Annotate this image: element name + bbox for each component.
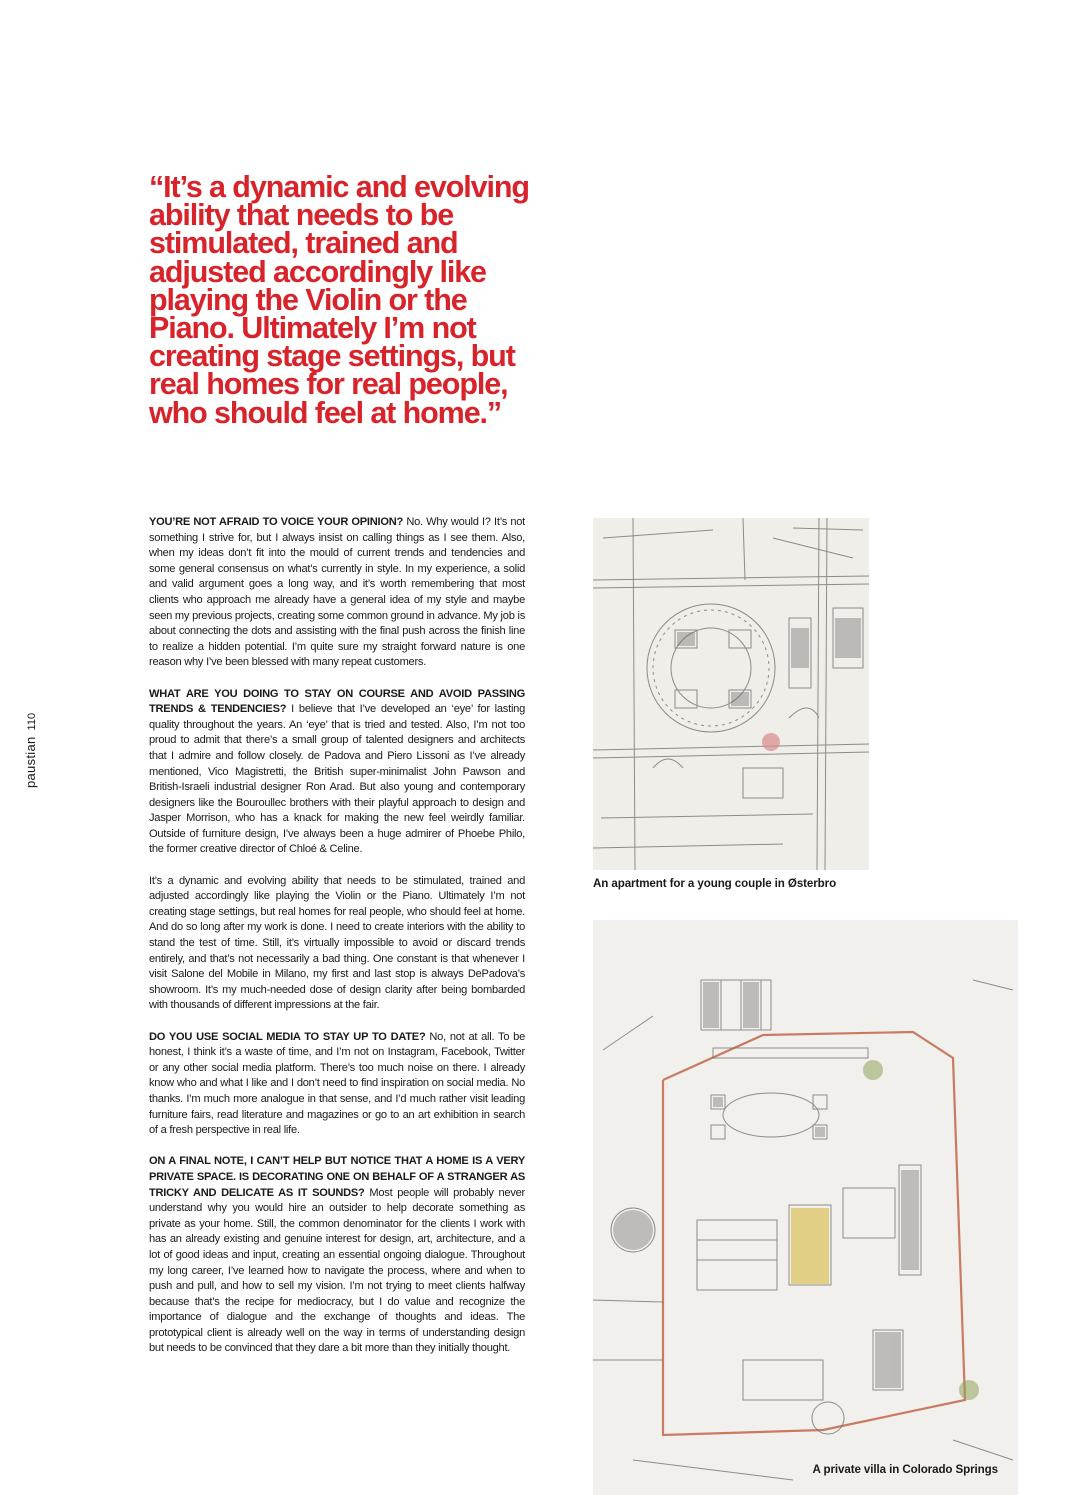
publication-name: paustian [23, 736, 38, 788]
article-paragraph [149, 687, 525, 859]
interview-answer: I believe that I’ve developed an ‘eye’ for lasting quality throughout the years. An ‘eye’ that is tried and tested. Also, I’m not too proud to admit that there’s a small group of talented designers and architects that I admire and follow closely. de Padova and Piero Lissoni as I’ve already mentioned, Vico Magistretti, the British super-minimalist John Pawson and British-Israeli industrial designer Ron Arad. But also young and contemporary designers like the Bouroullec brothers with their playful approach to design and Jasper Morrison, who has a knack for making the new feel weirdly familiar. Outside of furniture design, I’ve always been a huge admirer of Phoebe Philo, the former creative director of Chloé & Celine. [149, 703, 525, 856]
article-paragraph [149, 1154, 525, 1357]
article-paragraph [149, 1030, 525, 1139]
interview-answer: It’s a dynamic and evolving ability that needs to be stimulated, trained and adjusted accordingly like playing the Violin or the Piano. Ultimately I’m not creating stage settings, but real homes for real people, who should feel at home. And do so long after my work is done. I need to create interiors with the ability to stand the test of time. Still, it’s virtually impossible to avoid or discard trends entirely, and that’s not necessarily a bad thing. One constant is that whenever I visit Salone del Mobile in Milano, my first and last stop is always DePadova’s showroom. It’s my much-needed dose of design clarity after being bombarded with thousands of different impressions at the fair. [149, 874, 525, 1012]
pull-quote: “It’s a dynamic and evolving ability that needs to be stimulated, trained and adjusted accordingly like playing the Violin or the Piano. Ultimately I’m not creating stage settings, but real homes for real people, who should feel at home.” [149, 170, 529, 430]
figure-caption-colorado-springs: A private villa in Colorado Springs [812, 1463, 998, 1476]
page-number: 110 [26, 712, 38, 731]
article-paragraph [149, 515, 525, 671]
floorplan-sketch-image [593, 518, 869, 870]
article-paragraph [149, 874, 525, 1014]
sketch-drawing [593, 920, 1018, 1495]
interview-answer: No. Why would I? It’s not something I strive for, but I always insist on calling things as I see them. Also, when my ideas don’t fit into the mould of current trends and tendencies and some general consensus on what’s currently in style. In my experience, a solid and valid argument goes a long way, and it’s worth remembering that most clients who approach me already have a general idea of my style and maybe seen my previous projects, creating some common ground in advance. My job is about connecting the dots and assisting with the final push across the finish line to realize a hidden potential. I’m quite sure my straight forward nature is one reason why I’ve been blessed with many repeat customers. [149, 516, 525, 669]
article-body [149, 515, 525, 1373]
interview-question: WHAT ARE YOU DOING TO STAY ON COURSE AND AVOID PASSING TRENDS & TENDENCIES? [149, 687, 525, 716]
sketch-drawing [593, 518, 869, 870]
interview-answer: No, not at all. To be honest, I think it’s a waste of time, and I’m not on Instagram, Facebook, Twitter or any other social media platform. There’s too much noise on there. I already know who and what I like and I don’t need to find inspiration on social media. No thanks. I’m much more analogue in that sense, and I’d much rather visit leading furniture fairs, read literature and magazines or go to an art exhibition in search of a fresh perspective in real life. [149, 1030, 526, 1137]
interview-question: YOU’RE NOT AFRAID TO VOICE YOUR OPINION? [149, 516, 404, 528]
floorplan-sketch-image [593, 920, 1018, 1495]
figure-caption-osterbro: An apartment for a young couple in Østerbro [593, 877, 837, 890]
interview-answer: Most people will probably never understand why you would hire an outsider to help decorate something as private as your home. Still, the common denominator for the clients I work with has an already existing and genuine interest for design, art, architecture, and a lot of good ideas and input, creating an essential ongoing dialogue. Throughout my long career, I’ve learned how to navigate the process, where and when to push and pull, and how to sell my vision. I’m not trying to meet clients halfway because that’s the recipe for mediocracy, but I do value and recognize the importance of dialogue and the exchange of thoughts and ideas. The prototypical client is already well on the way in terms of understanding design but needs to be convinced that they dare a bit more than they initially thought. [149, 1186, 525, 1355]
interview-question: ON A FINAL NOTE, I CAN’T HELP BUT NOTICE THAT A HOME IS A VERY PRIVATE SPACE. IS DECORATING ONE ON BEHALF OF A STRANGER AS TRICKY AND DELICATE AS IT SOUNDS? [149, 1155, 525, 1199]
interview-question: DO YOU USE SOCIAL MEDIA TO STAY UP TO DATE? [149, 1030, 426, 1043]
